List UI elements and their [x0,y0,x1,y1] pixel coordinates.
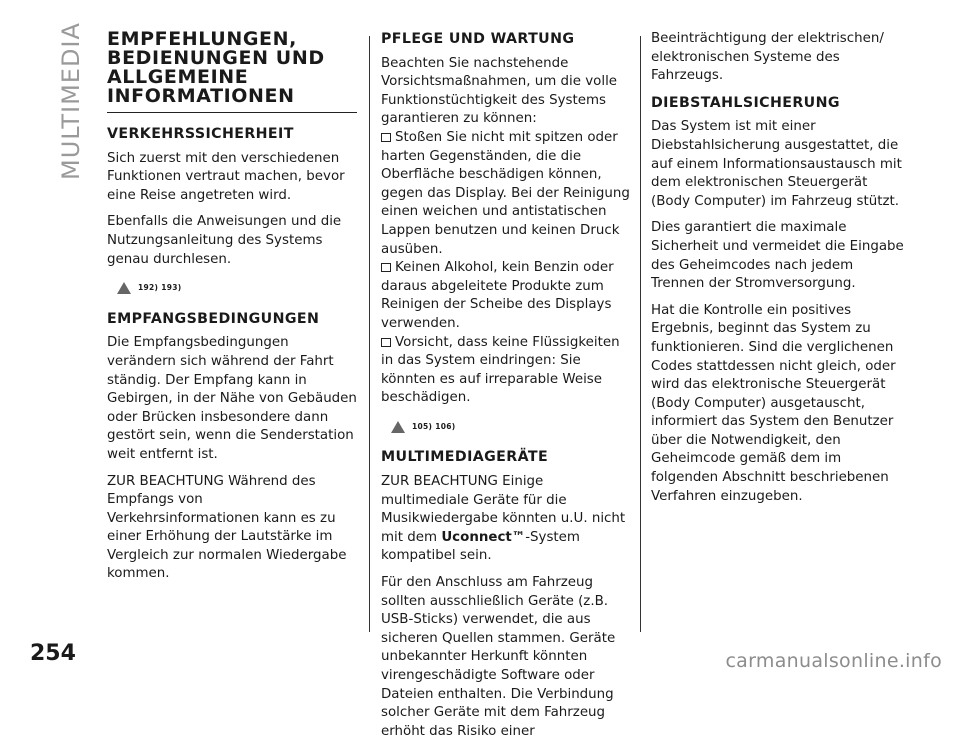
warning-reference [117,279,357,298]
section-title-verkehrssicherheit: VERKEHRSSICHERHEIT [107,126,294,142]
list-item: Vorsicht, dass keine Flüssigkeiten in das System eindringen: Sie könnten es auf irreparable Weise beschädigen. [381,334,620,406]
checkbox-bullet-icon [381,338,391,347]
paragraph: Das System ist mit einer Diebstahlsicherung ausgestattet, die auf einem Informationsaustausch mit dem elektronischen Steuergerät (Body Computer) im Fahrzeug stützt. [651,119,902,209]
paragraph: ZUR BEACHTUNG Einige multimediale Geräte für die Musikwiedergabe könnten u.U. nicht mit dem Uconnect™-System kompatibel sein. [381,474,626,564]
page-number: 254 [30,641,76,666]
column-3 [651,30,907,514]
warning-refs: 105) 106) [412,421,456,431]
paragraph: Hat die Kontrolle ein positives Ergebnis, beginnt das System zu funktionieren. Sind die verglichenen Codes stattdessen nicht gleich, oder wird das elektronische Steuergerät (Body Computer) ausgetauscht, informiert das System den Benutzer über die Notwendigkeit, den Geheimcode gemäß dem im folgenden Abschnitt beschriebenen Verfahren einzugeben. [651,302,896,504]
warning-triangle-icon [117,282,131,294]
column-1 [107,30,357,592]
main-heading: EMPFEHLUNGEN, BEDIENUNGEN UND ALLGEMEINE INFORMATIONEN [107,30,357,113]
checkbox-bullet-icon [381,133,391,142]
section-title-diebstahlsicherung: DIEBSTAHLSICHERUNG [651,94,840,111]
paragraph: Die Empfangsbedingungen verändern sich während der Fahrt ständig. Der Empfang kann in Gebirgen, in der Nähe von Gebäuden oder Brücken insbesondere dann gestört sein, wenn die Senderstation weit entfernt ist. [107,335,357,462]
section-title-multimediageraete: MULTIMEDIAGERÄTE [381,449,549,466]
warning-triangle-icon [391,421,405,433]
paragraph: ZUR BEACHTUNG Während des Empfangs von Verkehrsinformationen kann es zu einer Erhöhung der Lautstärke im Vergleich zur normalen Wiedergabe kommen. [107,473,347,582]
column-divider [369,36,370,632]
watermark: carmanualsonline.info [725,650,942,672]
section-title-empfangsbedingungen: EMPFANGSBEDINGUNGEN [107,310,320,327]
warning-refs: 192) 193) [138,283,182,293]
checkbox-bullet-icon [381,263,391,272]
paragraph: Dies garantiert die maximale Sicherheit und vermeidet die Eingabe des Geheimcodes nach jedem Trennen der Stromversorgung. [651,220,904,292]
paragraph: Ebenfalls die Anweisungen und die Nutzungsanleitung des Systems genau durchlesen. [107,214,342,267]
column-2 [381,30,631,749]
brand-name: Uconnect™ [441,529,526,545]
list-item: Stoßen Sie nicht mit spitzen oder harten Gegenständen, die die Oberfläche beschädigen können, gegen das Display. Bei der Reinigung einen weichen und antistatischen Lappen benutzen und keinen Druck ausüben. [381,129,630,257]
paragraph: Beeinträchtigung der elektrischen/ elektronischen Systeme des Fahrzeugs. [651,31,884,84]
chapter-side-label: MULTIMEDIA [57,22,85,180]
column-divider [640,36,641,632]
paragraph: Beachten Sie nachstehende Vorsichtsmaßnahmen, um die volle Funktionstüchtigkeit des Systems garantieren zu können: [381,55,618,127]
warning-reference [391,418,631,437]
paragraph: Sich zuerst mit den verschiedenen Funktionen vertraut machen, bevor eine Reise angetreten wird. [107,150,345,203]
paragraph: Für den Anschluss am Fahrzeug sollten ausschließlich Geräte (z.B. USB-Sticks) verwendet, die aus sicheren Quellen stammen. Geräte unbekannter Herkunft könnten virengeschädigte Software oder Dateien enthalten. Die Verbindung solcher Geräte mit dem Fahrzeug erhöht das Risiko einer [381,575,616,739]
list-item: Keinen Alkohol, kein Benzin oder daraus abgeleitete Produkte zum Reinigen der Scheibe des Displays verwenden. [381,260,614,331]
section-title-pflege: PFLEGE UND WARTUNG [381,31,575,47]
